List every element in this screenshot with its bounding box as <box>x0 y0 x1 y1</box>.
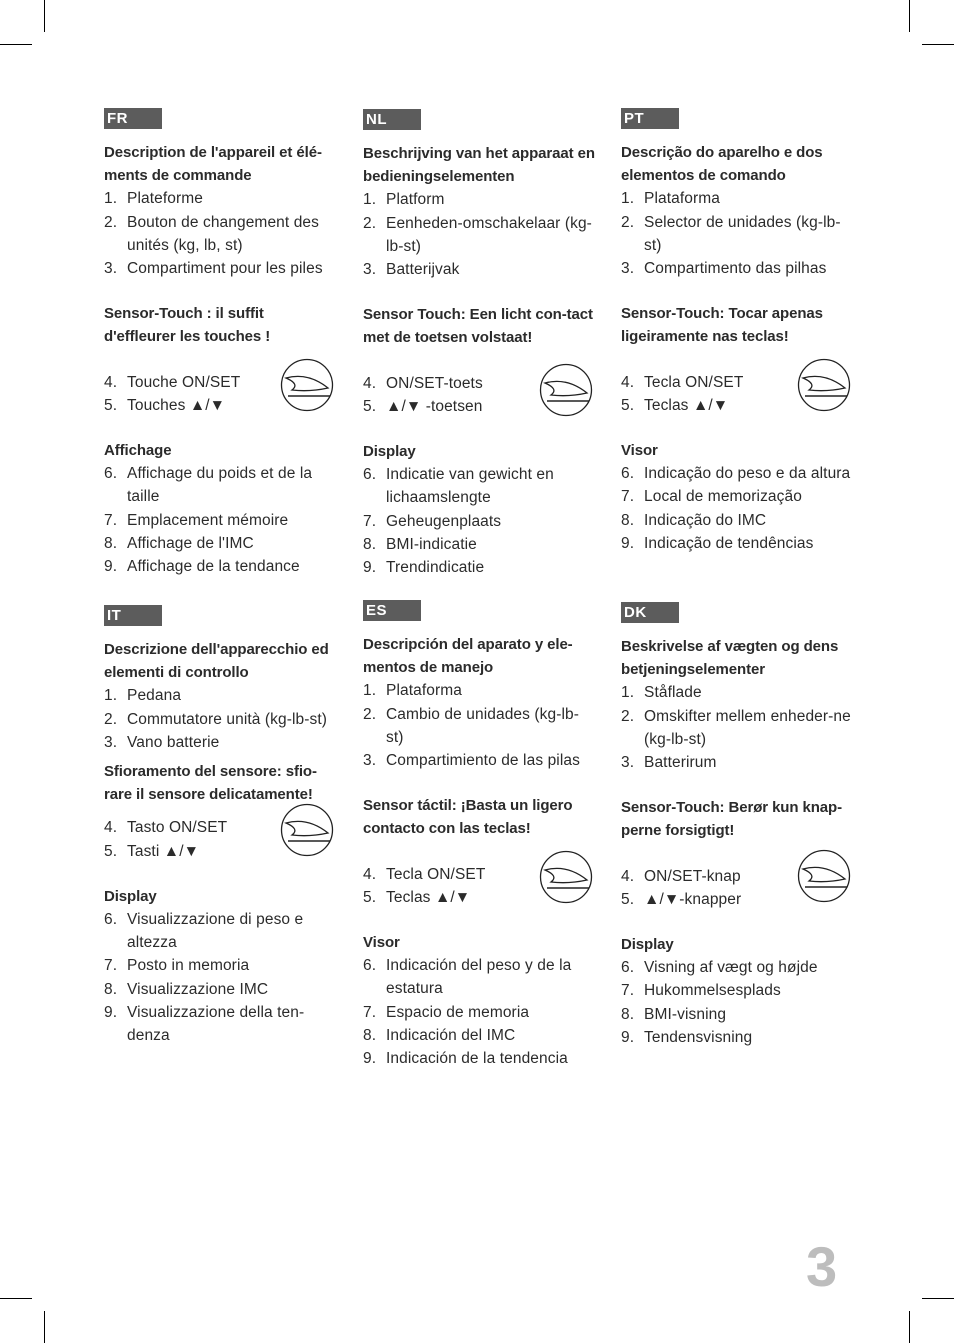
sensor-touch-icon <box>539 363 593 417</box>
list-item: 3. Vano batterie <box>104 733 220 751</box>
list-item: 4. Tecla ON/SET <box>363 865 486 883</box>
list-item: 8. BMI-visning <box>621 1005 727 1023</box>
list-item: 3. Compartimiento de las pilas <box>363 752 580 770</box>
sensor-touch-icon <box>539 850 593 904</box>
lang-badge: DK <box>621 602 679 623</box>
list-item: 9. Indicação de tendências <box>621 534 814 552</box>
list-item: 1. Pedana <box>104 687 182 705</box>
list-item: 8. Indicación del IMC <box>363 1026 516 1044</box>
crop-mark <box>44 0 45 32</box>
list-item: 2. Cambio de unidades (kg-lb-st) <box>363 705 580 746</box>
list-item: 6. Visualizzazione di peso e altezza <box>104 911 304 952</box>
list-item: 6. Visning af vægt og højde <box>621 959 818 977</box>
list-item: 1. Plataforma <box>621 190 720 208</box>
list-item: 2. Eenheden-omschakelaar (kg-lb-st) <box>363 214 592 255</box>
list-item: 5. Tasti ▲/▼ <box>104 842 200 860</box>
display-title: Visor <box>621 442 658 460</box>
list-item: 1. Plataforma <box>363 682 462 700</box>
list-item: 1. Plateforme <box>104 190 203 208</box>
crop-mark <box>922 1298 954 1299</box>
section-title: Beschrijving van het apparaat en bedieningselementen <box>363 145 595 186</box>
section-it <box>104 605 336 1047</box>
display-title: Display <box>363 443 416 461</box>
list-item: 6. Indicatie van gewicht en lichaamslengte <box>363 466 554 507</box>
display-title: Visor <box>363 934 400 952</box>
section-title: Descrição do aparelho e dos elementos de comando <box>621 144 823 185</box>
display-title: Display <box>621 936 674 954</box>
list-item: 9. Indicación de la tendencia <box>363 1050 568 1068</box>
section-title: Descrizione dell'apparecchio ed elementi di controllo <box>104 641 329 682</box>
list-item: 7. Espacio de memoria <box>363 1003 530 1021</box>
sensor-title: Sensor-Touch: Tocar apenas ligeiramente nas teclas! <box>621 305 823 346</box>
list-item: 5. ▲/▼-knapper <box>621 890 742 908</box>
list-item: 1. Ståflade <box>621 684 702 702</box>
lang-badge: ES <box>363 600 421 621</box>
list-item: 7. Emplacement mémoire <box>104 511 289 529</box>
list-item: 6. Indicación del peso y de la estatura <box>363 957 572 998</box>
column-2 <box>363 0 595 1343</box>
display-title: Affichage <box>104 442 172 460</box>
list-item: 9. Tendensvisning <box>621 1028 753 1046</box>
list-item: 8. BMI-indicatie <box>363 535 477 553</box>
list-item: 7. Posto in memoria <box>104 957 250 975</box>
column-3 <box>621 0 853 1343</box>
section-es <box>363 600 595 1070</box>
section-title: Descripción del aparato y ele-mentos de manejo <box>363 636 573 677</box>
section-dk <box>621 602 853 1049</box>
section-fr <box>104 108 336 578</box>
column-1 <box>104 0 336 1343</box>
list-item: 8. Visualizzazione IMC <box>104 980 269 998</box>
sensor-title: Sensor-Touch : il suffit d'effleurer les touches ! <box>104 305 271 346</box>
crop-mark <box>909 0 910 32</box>
sensor-title: Sensor táctil: ¡Basta un ligero contacto con las teclas! <box>363 797 573 838</box>
list-item: 4. ON/SET-toets <box>363 374 483 392</box>
list-item: 4. Tasto ON/SET <box>104 819 228 837</box>
list-item: 7. Local de memorização <box>621 488 802 506</box>
list-item: 3. Batterirum <box>621 754 717 772</box>
list-item: 8. Indicação do IMC <box>621 511 767 529</box>
crop-mark <box>0 44 32 45</box>
crop-mark <box>909 1311 910 1343</box>
crop-mark <box>922 44 954 45</box>
list-item: 3. Compartiment pour les piles <box>104 260 323 278</box>
list-item: 5. Touches ▲/▼ <box>104 396 226 414</box>
sensor-touch-icon <box>280 803 334 857</box>
section-title: Description de l'appareil et élé-ments de commande <box>104 144 322 185</box>
list-item: 4. Tecla ON/SET <box>621 373 744 391</box>
sensor-title: Sensor Touch: Een licht con-tact met de toetsen volstaat! <box>363 306 593 347</box>
list-item: 5. ▲/▼ -toetsen <box>363 397 483 415</box>
list-item: 4. ON/SET-knap <box>621 867 741 885</box>
list-item: 9. Affichage de la tendance <box>104 558 300 576</box>
list-item: 7. Geheugenplaats <box>363 512 502 530</box>
section-title: Beskrivelse af vægten og dens betjeningselementer <box>621 638 839 679</box>
list-item: 3. Batterijvak <box>363 261 460 279</box>
sensor-title: Sensor-Touch: Berør kun knap-perne forsigtigt! <box>621 799 843 840</box>
lang-badge: IT <box>104 605 162 626</box>
list-item: 2. Selector de unidades (kg-lb-st) <box>621 213 841 254</box>
sensor-title: Sfioramento del sensore: sfio-rare il sensore delicatamente! <box>104 763 317 804</box>
page-number: 3 <box>806 1235 838 1298</box>
lang-badge: FR <box>104 108 162 129</box>
list-item: 2. Bouton de changement des unités (kg, lb, st) <box>104 213 319 254</box>
list-item: 7. Hukommelsesplads <box>621 982 781 1000</box>
section-pt <box>621 108 853 555</box>
crop-mark <box>0 1298 32 1299</box>
list-item: 9. Visualizzazione della ten-denza <box>104 1003 305 1045</box>
list-item: 2. Omskifter mellem enheder-ne (kg-lb-st) <box>621 707 851 748</box>
section-nl <box>363 109 595 579</box>
list-item: 5. Teclas ▲/▼ <box>363 888 471 906</box>
list-item: 8. Affichage de l'IMC <box>104 534 254 552</box>
crop-mark <box>44 1311 45 1343</box>
list-item: 6. Indicação do peso e da altura <box>621 465 851 483</box>
list-item: 9. Trendindicatie <box>363 559 485 577</box>
list-item: 1. Platform <box>363 191 445 209</box>
list-item: 2. Commutatore unità (kg-lb-st) <box>104 710 328 728</box>
list-item: 3. Compartimento das pilhas <box>621 260 827 278</box>
lang-badge: NL <box>363 109 421 130</box>
sensor-touch-icon <box>797 849 851 903</box>
sensor-touch-icon <box>797 358 851 412</box>
lang-badge: PT <box>621 108 679 129</box>
list-item: 6. Affichage du poids et de la taille <box>104 465 313 506</box>
list-item: 4. Touche ON/SET <box>104 373 241 391</box>
sensor-touch-icon <box>280 358 334 412</box>
list-item: 5. Teclas ▲/▼ <box>621 396 729 414</box>
display-title: Display <box>104 887 157 905</box>
